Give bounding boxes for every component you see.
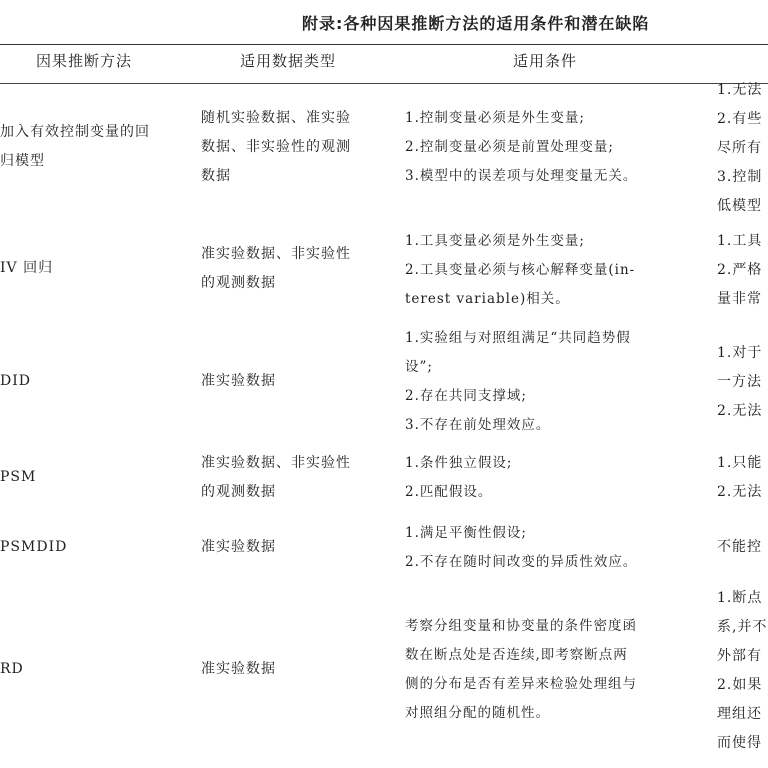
- data-type-cell: 准实验数据: [201, 373, 276, 389]
- table-title: 附录:各种因果推断方法的适用条件和潜在缺陷: [302, 14, 650, 33]
- method-cell: RD: [0, 661, 24, 677]
- defects-cell: 1.断点 系,并不 外部有 2.如果 理组还 而使得: [717, 590, 768, 751]
- top-rule: [0, 44, 768, 45]
- data-type-cell: 准实验数据: [201, 661, 276, 677]
- data-type-cell: 准实验数据: [201, 539, 276, 555]
- defects-cell: 不能控: [717, 539, 762, 555]
- method-cell: PSM: [0, 469, 37, 485]
- conditions-cell: 1.满足平衡性假设; 2.不存在随时间改变的异质性效应。: [405, 525, 638, 570]
- method-cell: 加入有效控制变量的回 归模型: [0, 124, 150, 169]
- conditions-cell: 1.工具变量必须是外生变量; 2.工具变量必须与核心解释变量(in- terest variable)相关。: [405, 233, 636, 307]
- conditions-cell: 1.实验组与对照组满足“共同趋势假 设”; 2.存在共同支撑域; 3.不存在前处理效应。: [405, 330, 631, 433]
- conditions-cell: 1.控制变量必须是外生变量; 2.控制变量必须是前置处理变量; 3.模型中的误差项与处理变量无关。: [405, 110, 638, 184]
- header-method: 因果推断方法: [36, 52, 133, 70]
- method-cell: IV 回归: [0, 260, 54, 276]
- conditions-cell: 考察分组变量和协变量的条件密度函 数在断点处是否连续,即考察断点两 侧的分布是否有差异来检验处理组与 对照组分配的随机性。: [405, 618, 637, 721]
- data-type-cell: 准实验数据、非实验性 的观测数据: [201, 455, 351, 500]
- method-cell: PSMDID: [0, 539, 68, 555]
- data-type-cell: 准实验数据、非实验性 的观测数据: [201, 246, 351, 291]
- defects-cell: 1.工具 2.严格 量非常: [717, 233, 763, 307]
- defects-cell: 1.对于 一方法 2.无法: [717, 345, 763, 419]
- defects-cell: 1.无法 2.有些 尽所有 3.控制 低模型: [717, 82, 763, 214]
- defects-cell: 1.只能 2.无法: [717, 455, 763, 500]
- header-conditions: 适用条件: [513, 52, 578, 70]
- method-cell: DID: [0, 373, 31, 389]
- header-data-type: 适用数据类型: [240, 52, 337, 70]
- data-type-cell: 随机实验数据、准实验 数据、非实验性的观测 数据: [201, 110, 351, 184]
- conditions-cell: 1.条件独立假设; 2.匹配假设。: [405, 455, 513, 500]
- header-rule: [0, 83, 768, 84]
